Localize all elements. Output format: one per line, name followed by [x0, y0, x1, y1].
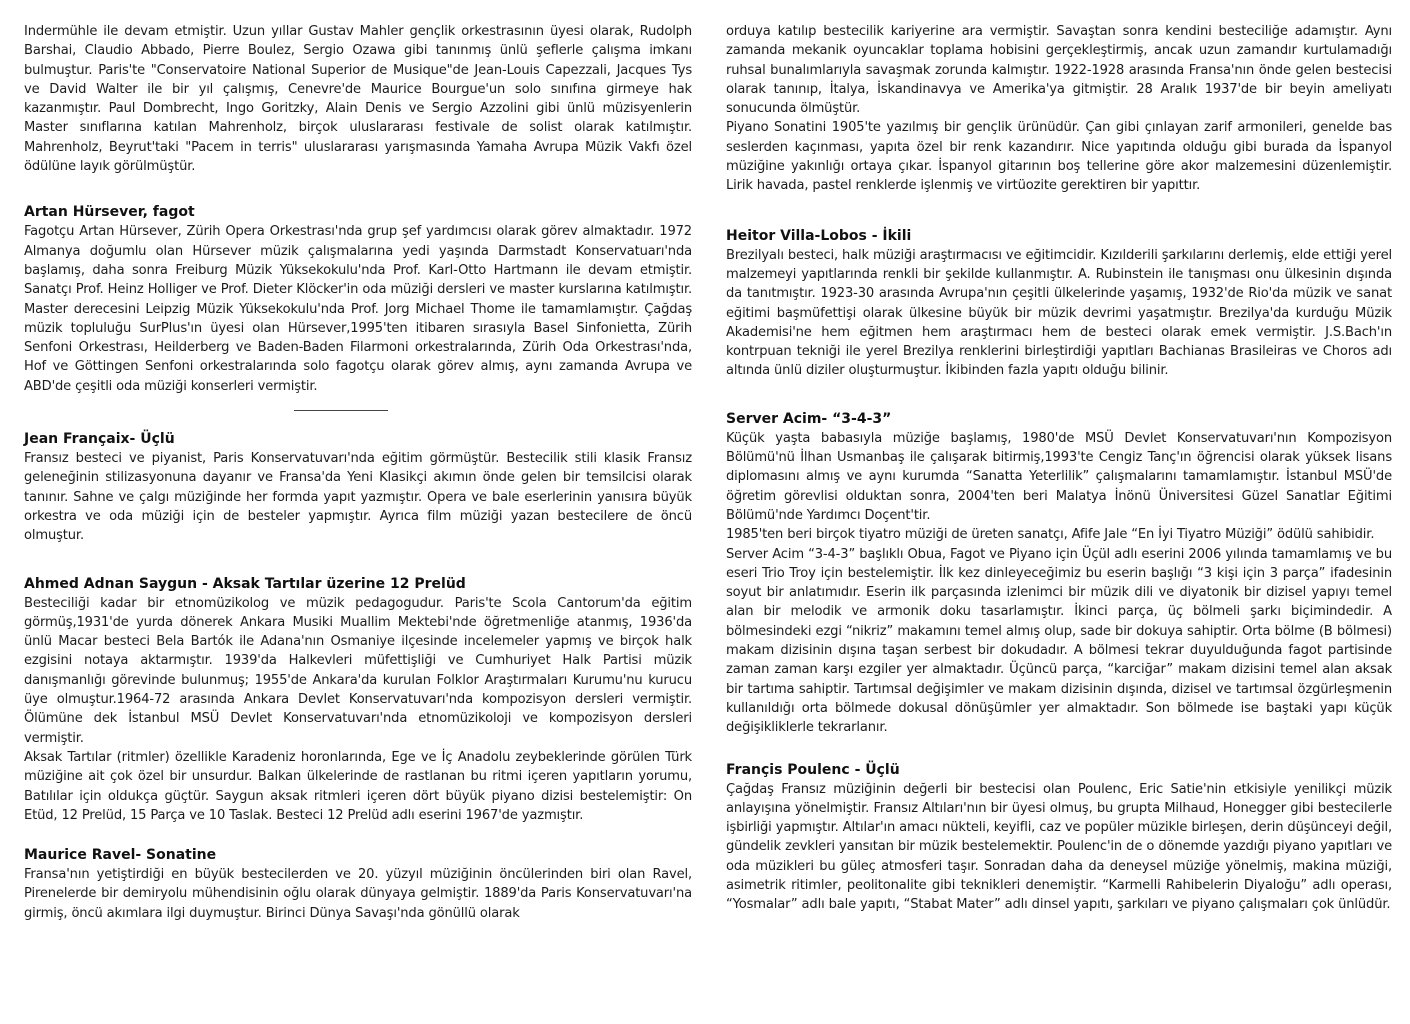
- section-title-villa-lobos: Heitor Villa-Lobos - İkili: [726, 227, 912, 244]
- section-title-ravel: Maurice Ravel- Sonatine: [24, 847, 217, 864]
- section-title-hursever: Artan Hürsever, fagot: [24, 204, 195, 221]
- section-text-acim-2: 1985'ten beri birçok tiyatro müziği de üreten sanatçı, Afife Jale “En İyi Tiyatro Müziği” ödülü sahibidir.: [726, 527, 1375, 543]
- mahrenholz-bio-text: Indermühle ile devam etmiştir. Uzun yıllar Gustav Mahler gençlik orkestrasının üyesi olarak, Rudolph Barshai, Claudio Abbado, Pierre Boulez, Sergio Ozawa gibi tanınmış ünlü şeflerle çalışma imkanı bulmuştur. Paris'te "Conservatoire National Superior de Musique"de Jean-Louis Capezzali, Jacques Tys ve David Walter ile bir yıl çalışmış, Cenevre'de Maurice Bourgue'un solo sınıfına girmeye hak kazanmıştır. Paul Dombrecht, Ingo Goritzky, Alain Denis ve Sergio Azzolini gibi ünlü müzisyenlerin Master sınıflarına katılan Mahrenholz, birçok uluslararası festivale de solist olarak katılmıştır. Mahrenholz, Beyrut'taki "Pacem in terris" uluslararası yarışmasında Yamaha Avrupa Müzik Vakfı özel ödülüne layık görülmüştür.: [24, 24, 692, 175]
- section-title-saygun: Ahmed Adnan Saygun - Aksak Tartılar üzerine 12 Prelüd: [24, 575, 466, 592]
- section-text-poulenc: Çağdaş Fransız müziğinin değerli bir bestecisi olan Poulenc, Eric Satie'nin etkisiyle yenilikçi müzik anlayışına yönelmiştir. Fransız Altıları'nın bir üyesi olmuş, bu grupta Milhaud, Honegger gibi bestecilerle işbirliği yapmıştır. Altılar'ın amacı nükteli, keyifli, caz ve popüler müzikle birleşen, derin düşünceyi değil, gündelik zevkleri yansıtan bir müzik bestelemektir. Poulenc'in de o dönemde yazdığı piyano yapıtları ve oda müzikleri bu güleç atmosferi taşır. Sonradan daha da deneysel müziğe yönelmiş, makina müziği, asimetrik ritimler, peolitonalite gibi teknikleri denemiştir. “Karmelli Rahibelerin Diyaloğu” adlı operası, “Yosmalar” adlı bale yapıtı, “Stabat Mater” adlı dinsel yapıtı, şarkıları ve piyano çalışmaları çok ünlüdür.: [726, 781, 1392, 913]
- section-title-poulenc: Françis Poulenc - Üçlü: [726, 761, 900, 778]
- section-title-francaix: Jean Françaix- Üçlü: [24, 431, 175, 448]
- section-text-ravel-continued: orduya katılıp bestecilik kariyerine ara vermiştir. Savaştan sonra kendini besteciliğe adamıştır. Aynı zamanda mekanik oyuncaklar toplama hobisini gerçekleştirmiş, ancak uzun zamandır kurtulamadığı ruhsal bunalımlarıyla savaşmak zorunda kalmıştır. 1922-1928 arasında Fransa'nın önde gelen bestecisi olarak tanınıp, İtalya, İskandinavya ve Amerika'ya gitmiştir. 28 Aralık 1937'de bir beyin ameliyatı sonucunda ölmüştür.: [726, 24, 1392, 117]
- section-poulenc: [726, 760, 1392, 915]
- section-text-ravel-sonatine: Piyano Sonatini 1905'te yazılmış bir gençlik ürünüdür. Çan gibi çınlayan zarif armonileri, genelde bas seslerden kaçınması, yapıta özel bir renk kazandırır. Nice yapıtında olduğu gibi burada da İspanyol müziğine yakınlığı ortaya çıkar. İspanyol gitarının boş tellerine göre akor malzemesini düzenlemiştir. Lirik havada, pastel renklerde işlenmiş ve virtüozite gerektiren bir yapıttır.: [726, 120, 1392, 194]
- section-text-acim-3: Server Acim “3-4-3” başlıklı Obua, Fagot ve Piyano için Üçül adlı eserini 2006 yılında tamamlamış ve bu eseri Trio Troy için bestelemiştir. İlk kez dinleyeceğimiz bu eserin başlığı “3 kişi için 3 parça” ifadesinin soyut bir anlatımıdır. Eserin ilk parçasında izlenimci bir müzik dili ve diyatonik bir dizisel yapıyı temel alan bir melodik ve armonik doku tasarlamıştır. İkinci parça, üç bölmeli şarkı biçimindedir. A bölmesindeki ezgi “nikriz” makamını temel almış olup, sade bir dokuya sahiptir. Orta bölme (B bölmesi) makam dizisinin dışına taşan serbest bir dokudadır. A bölmesi tekrar duyulduğunda fagot partisinde zaman zaman karşı ezgiler yer almaktadır. Üçüncü parça, “karciğar” makam dizisini temel alan aksak bir tartıma sahiptir. Tartımsal değişimler ve makam dizisinin dışında, dizisel ve tartımsal özgürleşmenin kullanıldığı orta bölmede dokusal dönüşümler yer almaktadır. Son bölmede ise baştaki yapı küçük değişikliklerle tekrarlanır.: [726, 546, 1392, 736]
- section-text-hursever: Fagotçu Artan Hürsever, Zürih Opera Orkestrası'nda grup şef yardımcısı olarak görev almaktadır. 1972 Almanya doğumlu olan Hürsever müzik çalışmalarına yedi yaşında Darmstadt Konservatuarı'nda başlamış, daha sonra Freiburg Müzik Yüksekokulu'nda Prof. Karl-Otto Hartmann ile devam etmiştir. Sanatçı Prof. Heinz Holliger ve Prof. Dieter Klöcker'in oda müziği dersleri ve master kurslarına katılmıştır. Master derecesini Leipzig Müzik Yüksekokulu'nda Prof. Jorg Michael Thome ile tamamlamıştır. Çağdaş müzik topluluğu SurPlus'ın üyesi olan Hürsever,1995'ten itibaren sırasıyla Basel Sinfonietta, Zürih Senfoni Orkestrası, Heilderberg ve Baden-Baden Filarmoni orkestralarında, Zürih Oda Orkestrası'nda, Hof ve Göttingen Senfoni orkestralarında solo fagotçu olarak görev almış, aynı zamanda Avrupa ve ABD'de çeşitli oda müziği konserleri vermiştir.: [24, 224, 692, 394]
- section-text-saygun-1: Besteciliği kadar bir etnomüzikolog ve müzik pedagogudur. Paris'te Scola Cantorum'da eğitim görmüş,1931'de yurda dönerek Ankara Musiki Muallim Mektebi'nde öğretmenliğe atanmış, 1936'da ünlü Macar besteci Bela Bartók ile Adana'nın Osmaniye ilçesinde incelemeler yapmış ve birçok halk ezgisini notaya aktarmıştır. 1939'da Halkevleri müfettişliği ve Cumhuriyet Halk Partisi müzik danışmanlığı görevinde bulunmuş; 1955'de Ankara'da kurulan Folklor Araştırmaları Kurumu'nu kurucu üye olmuştur.1964-72 arasında Ankara Devlet Konservatuvarı'nda kompozisyon dersleri vermiştir. Ölümüne dek İstanbul MSÜ Devlet Konservatuvarı'nda etnomüzikoloji ve kompozisyon dersleri vermiştir.: [24, 595, 692, 746]
- section-text-villa-lobos: Brezilyalı besteci, halk müziği araştırmacısı ve eğitimcidir. Kızılderili şarkılarını derlemiş, elde ettiği yerel malzemeyi yapıtlarında renkli bir şekilde kullanmıştır. A. Rubinstein ile tanışması onu ülkesinin dışında da tanıtmıştır. 1923-30 arasında Avrupa'nın çeşitli ülkelerinde yaşamış, 1932'de Rio'da müzik ve sanat eğitimi başmüfettişi olarak ülkesine büyük bir müzik devrimi yaşatmıştır. Brezilya'da kurduğu Müzik Akademisi'ne hem eğitmen hem araştırmacı hem de besteci olarak emek vermiştir. J.S.Bach'ın kontrpuan tekniği ile yerel Brezilya renklerini birleştirdiği yapıtları Bachianas Brasileiras ve Choros adı altında ünlü diziler oluşturmuştur. İkibinden fazla yapıtı olduğu bilinir.: [726, 247, 1392, 379]
- section-villa-lobos: [726, 226, 1392, 381]
- right-column: [726, 22, 1392, 929]
- section-francaix: [24, 429, 692, 545]
- section-title-acim: Server Acim- “3-4-3”: [726, 410, 892, 427]
- section-text-acim-1: Küçük yaşta babasıyla müziğe başlamış, 1980'de MSÜ Devlet Konservatuvarı'nın Kompozisyon Bölümü'nü İlhan Usmanbaş ile çalışarak bitirmiş,1993'te Cengiz Tanç'ın öğrencisi olarak yüksek lisans diplomasını almış ve aynı kurumda “Sanatta Yeterlilik” çalışmalarını tamamlamıştır. İstanbul MSÜ'de öğretim görevlisi olduktan sonra, 2004'ten beri Malatya İnönü Üniversitesi Güzel Sanatlar Eğitimi Bölümü'nde Yardımcı Doçent'tir.: [726, 430, 1392, 523]
- section-divider: [294, 410, 388, 411]
- section-ravel-continued: [726, 22, 1392, 196]
- section-text-saygun-2: Aksak Tartılar (ritmler) özellikle Karadeniz horonlarında, Ege ve İç Anadolu zeybeklerinde görülen Türk müziğine ait çok özel bir unsurdur. Balkan ülkelerinde de rastlanan bu ritmi içeren yapıtların yorumu, Batılılar için oldukça güçtür. Saygun aksak ritmleri içeren dört büyük piyano dizisi bestelemiştir: On Etüd, 12 Prelüd, 15 Parça ve 10 Taslak. Besteci 12 Prelüd adlı eserini 1967'de yazmıştır.: [24, 749, 692, 823]
- section-text-ravel: Fransa'nın yetiştirdiği en büyük bestecilerden ve 20. yüzyıl müziğinin öncülerinden biri olan Ravel, Pirenelerde bir demiryolu mühendisinin oğlu olarak dünyaya gelmiştir. 1889'da Paris Konservatuvarı'na girmiş, öncü akımlara ilgi duymuştur. Birinci Dünya Savaşı'nda gönüllü olarak: [24, 867, 692, 921]
- section-acim: [726, 409, 1392, 738]
- section-saygun: [24, 574, 692, 826]
- section-hursever: [24, 202, 692, 396]
- mahrenholz-bio-continued: [24, 22, 692, 176]
- left-column: [24, 22, 692, 937]
- section-ravel: [24, 845, 692, 923]
- section-text-francaix: Fransız besteci ve piyanist, Paris Konservatuvarı'nda eğitim görmüştür. Bestecilik stili klasik Fransız geleneğinin stilizasyonuna dayanır ve Fransa'da Yeni Klasikçi akımın önde gelen bir temsilcisi olarak tanınır. Sahne ve çalgı müziğinde her formda yapıt yazmıştır. Opera ve bale eserlerinin yanısıra büyük orkestra ve oda müziği için de besteler yapmıştır. Ayrıca film müziği yazan bestecilere de öncü olmuştur.: [24, 451, 692, 544]
